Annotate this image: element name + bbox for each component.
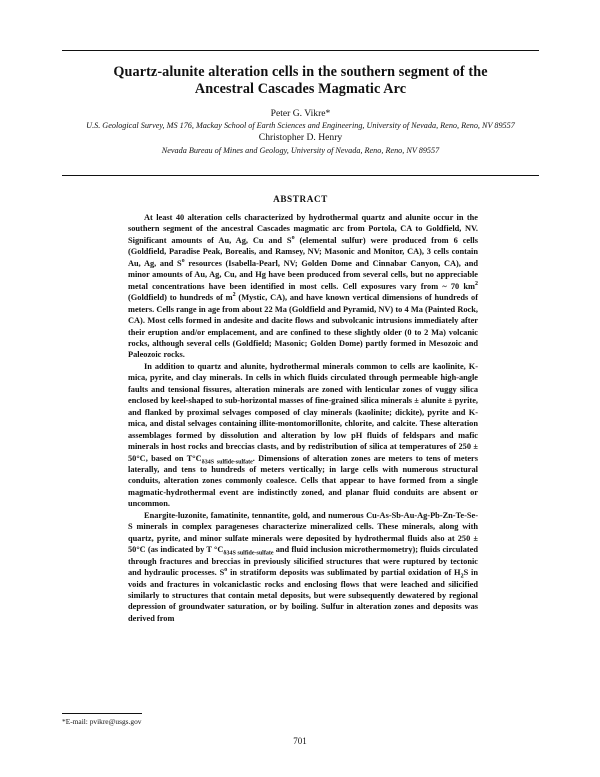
header-rule [62,50,539,51]
footnote-email: *E-mail: pvikre@usgs.gov [62,717,142,726]
abstract-paragraph-1: At least 40 alteration cells characterized by hydrothermal quartz and alunite occur in the southern segment of the ancestral Cascades magmatic arc from Portola, CA to Goldfield, NV. Significant amounts of Au, Ag, Cu and $S^o$ (elemental sulfur) were produced from 6 cells (Goldfield, Paradise Peak, Borealis, and Ramsey, NV; Masonic and Monitor, CA), 3 cells contain Au, Ag, and $S^o$ resources (Isabella-Pearl, NV; Golden Dome and Cinnabar Canyon, CA), and minor amounts of Au, Ag, Cu, and Hg have been produced from several cells, but no appreciable metal concentrations have been identified in most cells. Cell exposures vary from ~ 70 $km^2$ (Goldfield) to hundreds of $m^2$ (Mystic, CA), and have known vertical dimensions of hundreds of meters. Cells range in age from about 22 Ma (Goldfield and Pyramid, NV) to 4 Ma (Painted Rock, CA). Most cells formed in andesite and dacite flows and subvolcanic intrusions immediately after their eruption and/or emplacement, and are confined to these slightly older (0 to 2 Ma) volcanic rocks, although several cells (Goldfield; Masonic; Golden Dome) partly formed in Mesozoic and Paleozoic rocks. [128,213,478,360]
title-line-1: Quartz-alunite alteration cells in the southern segment of the [113,64,488,80]
footnote-rule [62,713,142,714]
affiliation-1: U.S. Geological Survey, MS 176, Mackay School of Earth Sciences and Engineering, University of Nevada, Reno, Reno, NV 89557 [86,121,515,130]
abstract-paragraph-3: Enargite-luzonite, famatinite, tennantite, gold, and numerous Cu-As-Sb-Au-Ag-Pb-Zn-Te-Se-S minerals in complex parageneses characterize mineralized cells. These minerals, along with quartz, pyrite, and minor sulfate minerals were deposited by hydrothermal fluids also at 250 ± 50°C (as indicated by T $^\circ C_{\delta 34S sulfide-sulfate}$ and fluid inclusion microthermometry); fluids circulated through fractures and breccias in previously silicified structures that were ruptured by tectonic and hydraulic processes. $S^o$ in stratiform deposits was sublimated by partial oxidation of $H_2S$ in voids and fractures in volcaniclastic rocks and enclosing flows that were leached and silicified similarly to structures that contain metal deposits, but were subsequently dewatered by regional depression of groundwater saturation, or by boiling. Sulfur in alteration zones and deposits was derived from [128,510,479,623]
affiliation-2: Nevada Bureau of Mines and Geology, University of Nevada, Reno, Reno, NV 89557 [161,146,440,155]
author-1: Peter G. Vikre* [270,108,331,119]
abstract-body [128,212,478,624]
abstract-paragraph-2: In addition to quartz and alunite, hydrothermal minerals common to cells are kaolinite, K-mica, pyrite, and clay minerals. In cells in which fluids circulated through permeable high-angle faults and tensional fissures, alteration minerals are zoned with lenticular zones of vuggy silica enclosed by keel-shaped to sub-horizontal masses of fine-grained silica minerals ± alunite ± pyrite, and flanked by proximal selvages composed of clay minerals (kaolinite; dickite), pyrite and K-mica, and distal selvages containing illite-montomorillonite, chlorite, and calcite. These alteration assemblages formed by dissolution and alteration by low pH fluids of feldspars and mafic minerals in host rocks and breccias clasts, and by redistribution of silica at temperatures of 250 ± 50°C, based on $T^\circ C_{\delta 34S sulfide-sulfate}$. Dimensions of alteration zones are meters to tens of meters laterally, and tens to hundreds of meters vertically; in large cells with numerous structural conduits, alteration zones commonly coalesce. Cells that appear to have formed from a single magmatic-hydrothermal event are indistinctly zoned, and planar fluid conduits are absent or uncommon. [128,361,479,509]
section-rule [62,175,539,176]
title-line-2: Ancestral Cascades Magmatic Arc [194,81,407,97]
paper-title [62,64,539,98]
page-number: 701 [293,736,307,746]
author-2: Christopher D. Henry [258,132,343,143]
abstract-heading: ABSTRACT [273,194,328,204]
